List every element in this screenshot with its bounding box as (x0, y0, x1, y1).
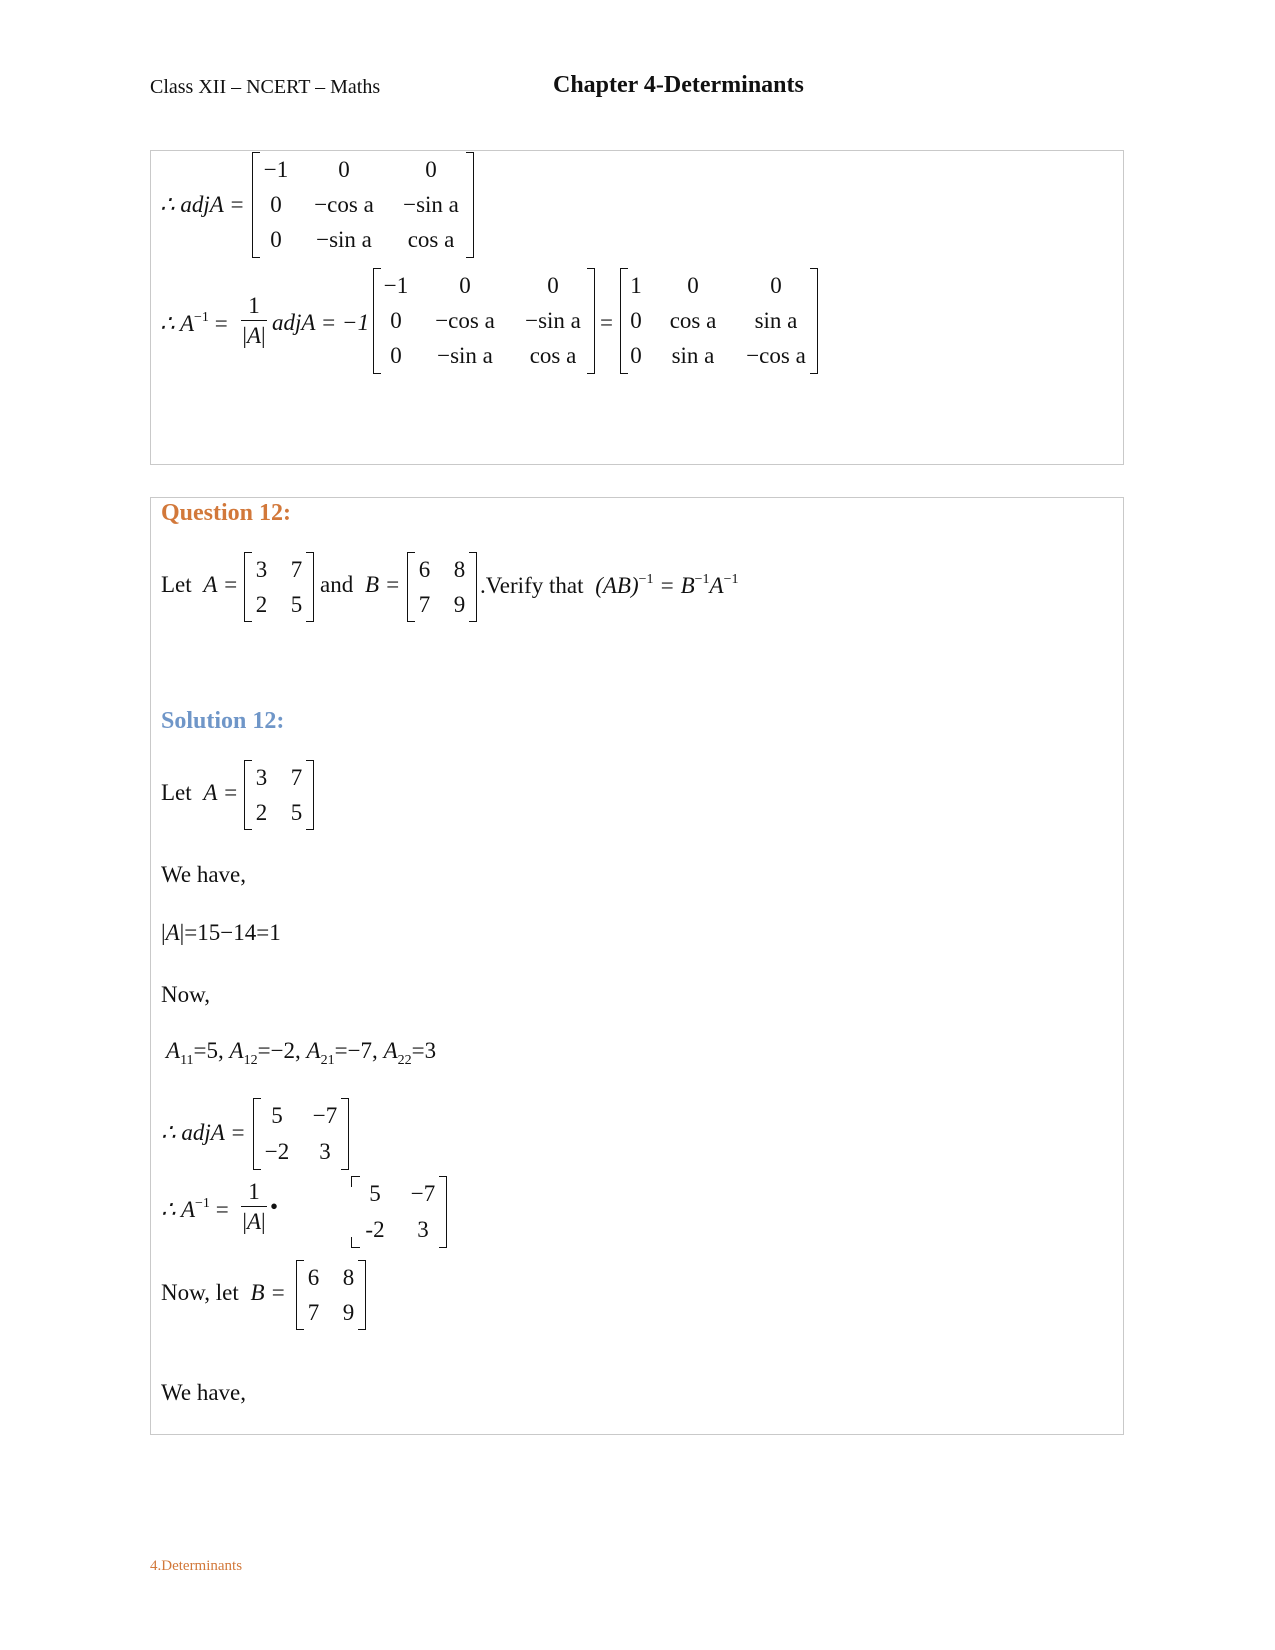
matrix-cell: −sin a (525, 307, 581, 333)
matrix-cell: 9 (453, 591, 466, 617)
matrix-cell: −sin a (437, 343, 493, 369)
matrix-cell: 7 (418, 591, 431, 617)
adj-a-label: ∴ adjA = (160, 192, 245, 217)
det-a-equation: |A|=15−14=1 (161, 920, 281, 945)
matrix-cell: 0 (630, 343, 642, 369)
question-matrix-a (244, 552, 314, 622)
matrix-cell: 0 (270, 191, 282, 217)
matrix-cell: 0 (390, 307, 402, 333)
matrix-cell: −cos a (435, 307, 495, 333)
adj-a-times-minus-one: adjA = −1 (272, 310, 370, 335)
solution-adj-a-label: ∴ adjA = (161, 1120, 246, 1145)
a-inverse-label: ∴ $A^{-1}$ = (160, 310, 228, 336)
solution-title: Solution 12: (161, 708, 285, 734)
we-have-text-2: We have, (161, 1380, 246, 1405)
matrix-cell: 5 (290, 591, 303, 617)
now-let-b: Now, let B = (161, 1280, 286, 1305)
matrix-cell: cos a (529, 343, 577, 369)
matrix-cell: −cos a (314, 191, 374, 217)
solution-fraction: 1 | A | (242, 1179, 266, 1234)
inverse-matrix-left (373, 268, 595, 374)
matrix-cell: -2 (365, 1217, 385, 1242)
equals-sign: = (600, 310, 613, 335)
inverse-matrix-result (620, 268, 818, 374)
matrix-cell: 0 (770, 272, 782, 298)
matrix-cell: 0 (687, 272, 699, 298)
matrix-cell: 0 (338, 156, 350, 182)
matrix-cell: 5 (290, 799, 303, 825)
question-matrix-b (407, 552, 477, 622)
matrix-cell: 0 (459, 272, 471, 298)
matrix-cell: 3 (255, 556, 268, 582)
chapter-title: Chapter 4-Determinants (553, 72, 804, 98)
matrix-cell: 7 (290, 556, 303, 582)
dot-symbol: • (270, 1194, 279, 1219)
matrix-cell: 2 (255, 799, 268, 825)
matrix-cell: sin a (671, 343, 715, 369)
matrix-cell: 7 (290, 764, 303, 790)
adj-a-matrix-3x3 (252, 152, 474, 258)
matrix-cell: 6 (418, 556, 431, 582)
question-verify-statement: .Verify that $(AB)^{-1} = B^{-1}A^{-1}$ (480, 572, 739, 598)
solution-a-inverse-label: ∴ $A^{-1}$ = (161, 1196, 229, 1222)
matrix-cell: 3 (417, 1217, 429, 1242)
header-class-label: Class XII – NCERT – Maths (150, 76, 381, 98)
matrix-cell: 5 (369, 1181, 381, 1206)
matrix-cell: −7 (410, 1181, 436, 1206)
matrix-cell: 0 (630, 307, 642, 333)
matrix-cell: −7 (312, 1103, 338, 1128)
matrix-cell: 8 (342, 1264, 355, 1290)
solution-matrix-b (296, 1260, 366, 1330)
we-have-text: We have, (161, 862, 246, 887)
now-text: Now, (161, 982, 210, 1007)
matrix-cell: 1 (630, 272, 642, 298)
matrix-cell: 3 (319, 1139, 331, 1164)
matrix-cell: cos a (669, 307, 717, 333)
matrix-cell: 2 (255, 591, 268, 617)
matrix-cell: 0 (270, 227, 282, 253)
matrix-cell: −sin a (316, 227, 372, 253)
question-and: and B = (320, 572, 401, 597)
solution-a-inverse-matrix (351, 1176, 447, 1248)
fraction-one-over-det-a: 1 | A | (242, 293, 266, 348)
matrix-cell: 5 (271, 1103, 283, 1128)
matrix-cell: 6 (307, 1264, 320, 1290)
solution-matrix-a (244, 760, 314, 830)
matrix-cell: 0 (390, 343, 402, 369)
matrix-cell: 0 (425, 156, 437, 182)
matrix-cell: sin a (754, 307, 798, 333)
matrix-cell: 7 (307, 1299, 320, 1325)
matrix-cell: −sin a (403, 191, 459, 217)
matrix-cell: −1 (263, 156, 289, 182)
matrix-cell: 8 (453, 556, 466, 582)
matrix-cell: cos a (407, 227, 455, 253)
matrix-cell: −1 (383, 272, 409, 298)
solution-let: Let A = (161, 780, 239, 805)
matrix-cell: −2 (264, 1139, 290, 1164)
matrix-cell: 9 (342, 1299, 355, 1325)
matrix-cell: 0 (547, 272, 559, 298)
question-let: Let A = (161, 572, 239, 597)
cofactors-line: $A_{11}=5$, $A_{12}=-2$, $A_{21}=-7$, $A_{22}=3$ (166, 1038, 437, 1068)
footer-chapter-label: 4.Determinants (150, 1558, 243, 1574)
matrix-cell: −cos a (746, 343, 806, 369)
matrix-cell: 3 (255, 764, 268, 790)
solution-adj-a-matrix (253, 1098, 349, 1170)
question-title: Question 12: (161, 500, 292, 526)
